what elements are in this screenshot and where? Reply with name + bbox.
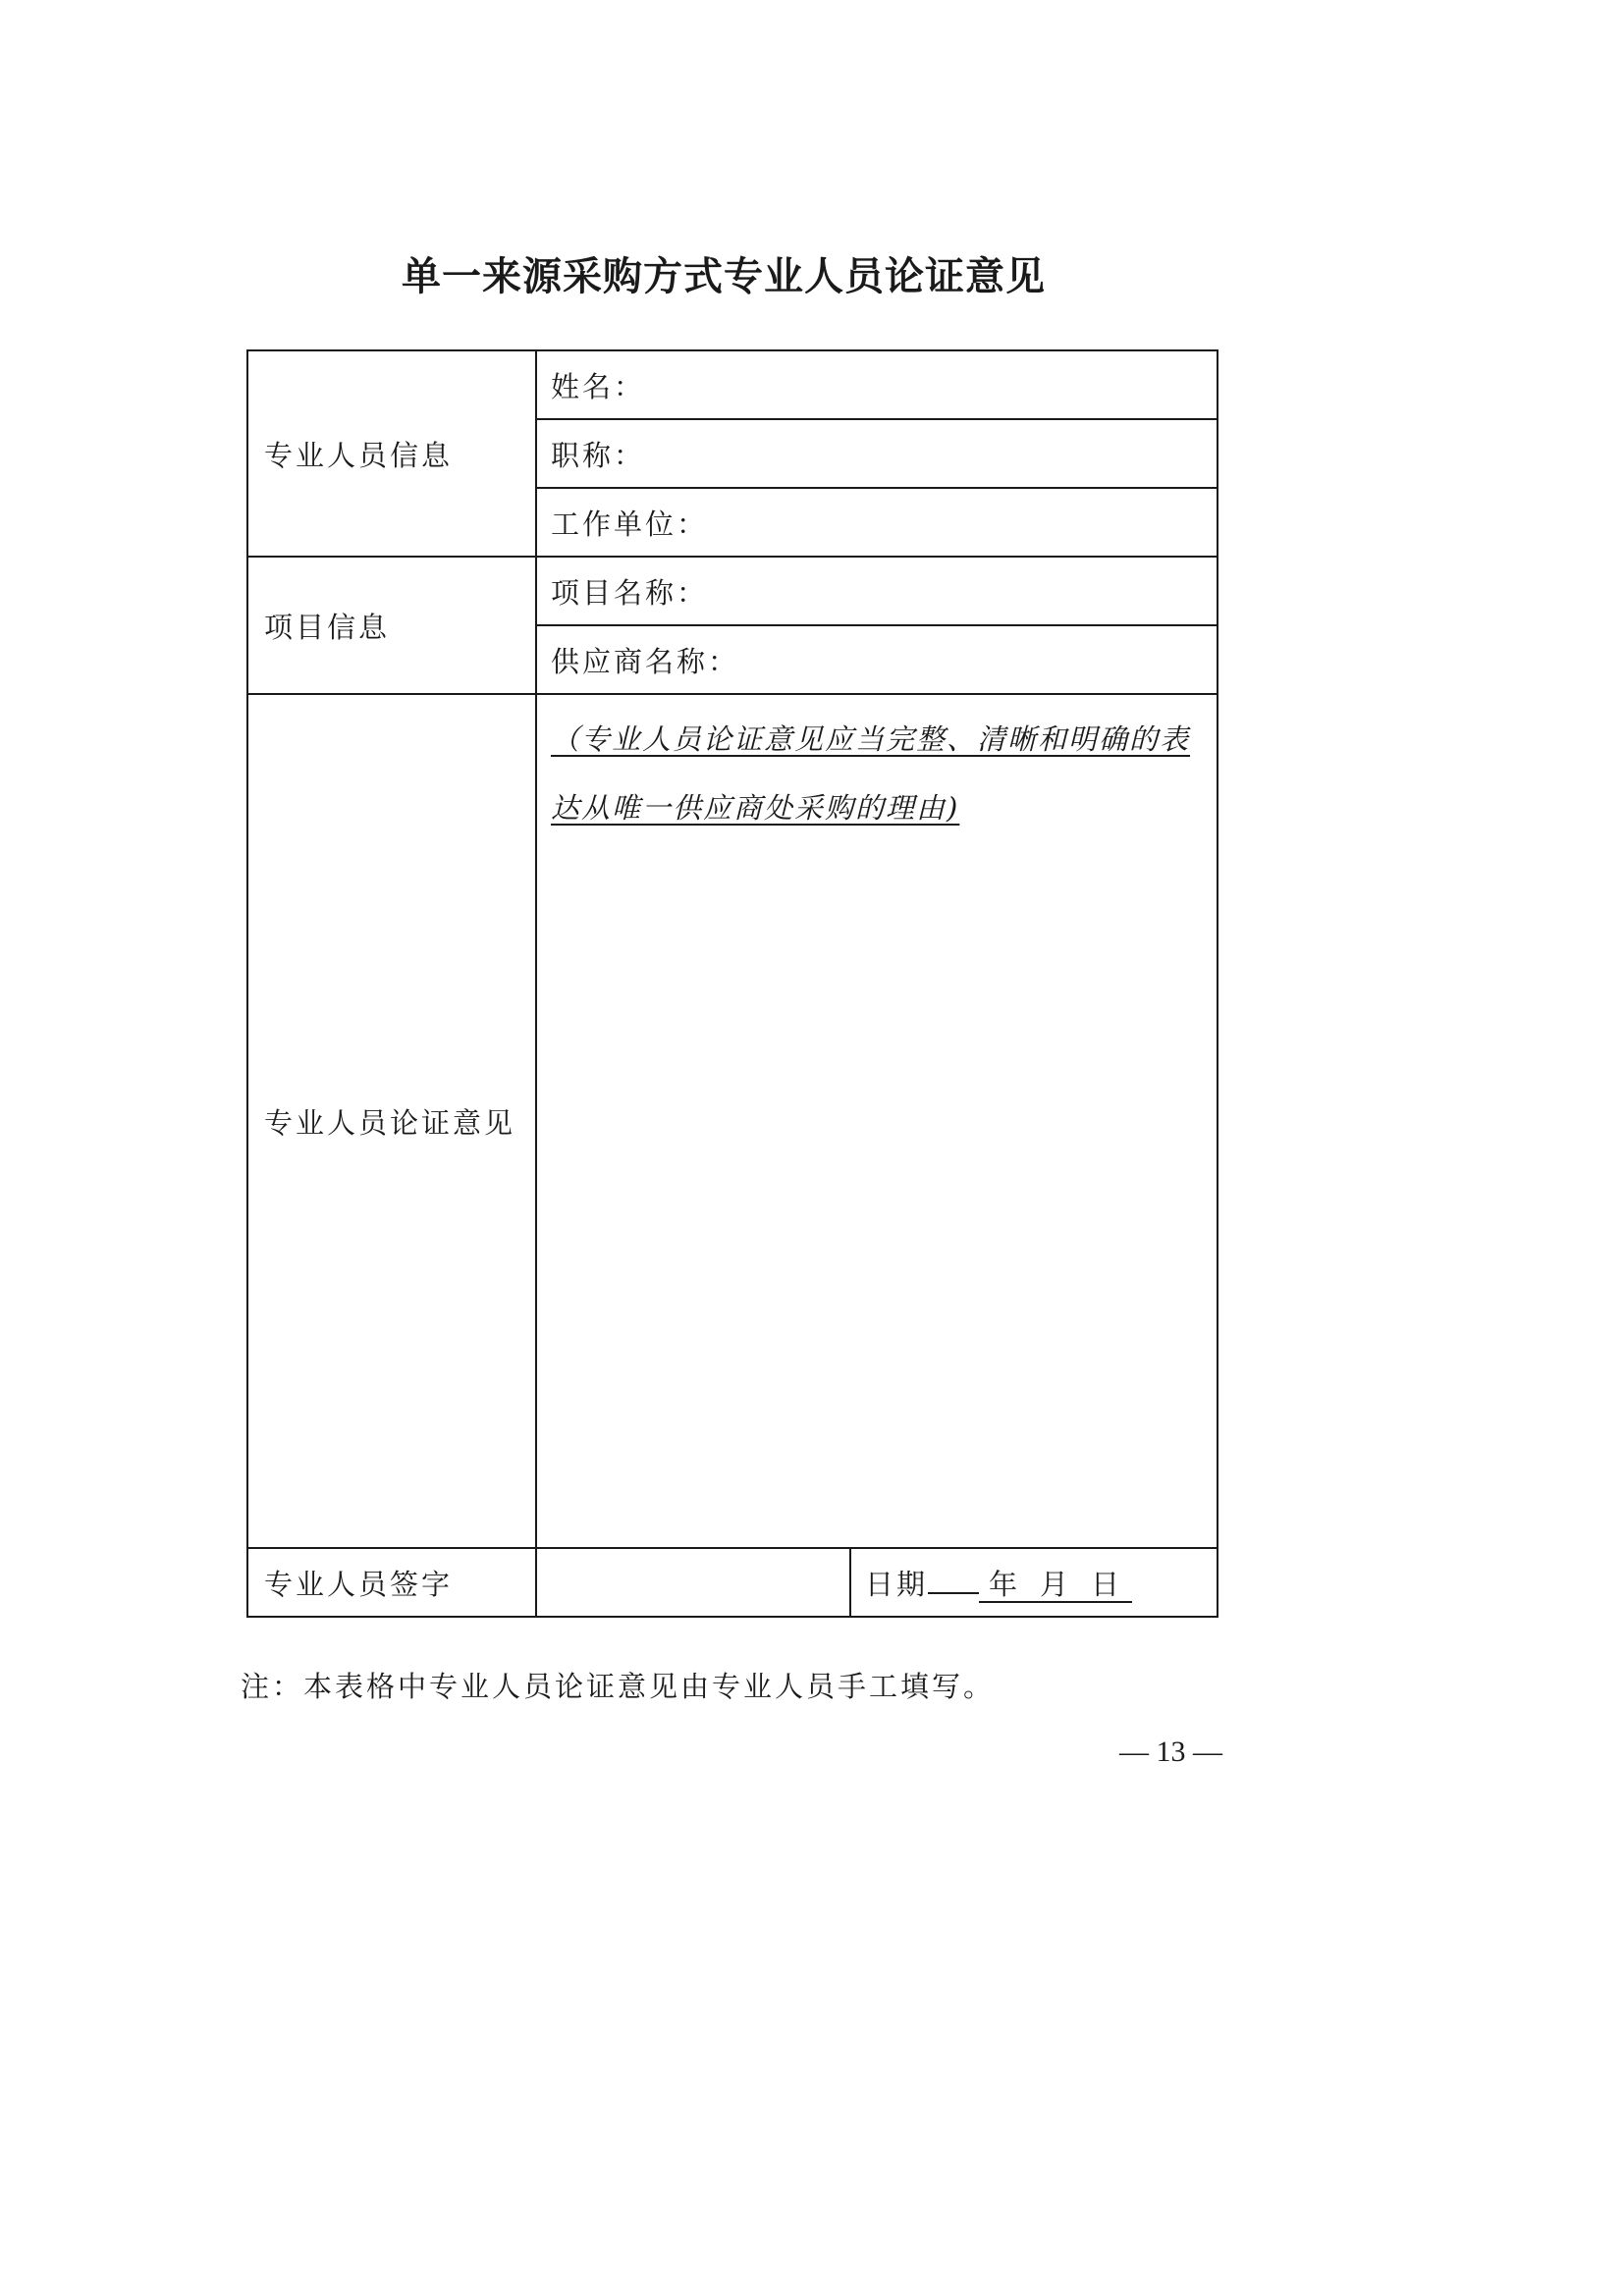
argument-form-table (246, 349, 1218, 1618)
month-label: 月 (1030, 1568, 1081, 1603)
opinion-label: 专业人员论证意见 (247, 694, 536, 1548)
project-name-field[interactable]: 项目名称： (536, 557, 1218, 625)
date-label: 日期 (865, 1567, 929, 1601)
date-field[interactable] (850, 1548, 1218, 1617)
table-row (247, 557, 1218, 625)
project-info-label: 项目信息 (247, 557, 536, 694)
day-label: 日 (1081, 1568, 1132, 1603)
page-number: — 13 — (1119, 1735, 1222, 1768)
signature-field[interactable] (536, 1548, 850, 1617)
signature-label: 专业人员签字 (247, 1548, 536, 1617)
document-title: 单一来源采购方式专业人员论证意见 (402, 254, 1046, 299)
opinion-input-area[interactable] (536, 694, 1218, 1548)
name-field[interactable]: 姓名： (536, 350, 1218, 419)
table-row (247, 694, 1218, 1548)
year-label: 年 (979, 1568, 1030, 1603)
footnote: 注：本表格中专业人员论证意见由专业人员手工填写。 (241, 1670, 996, 1703)
opinion-instruction: （专业人员论证意见应当完整、清晰和明确的表达从唯一供应商处采购的理由) (551, 722, 1191, 825)
supplier-name-field[interactable]: 供应商名称： (536, 625, 1218, 694)
table-row (247, 1548, 1218, 1617)
year-blank[interactable] (928, 1571, 979, 1594)
work-unit-field[interactable]: 工作单位： (536, 488, 1218, 557)
personnel-info-label: 专业人员信息 (247, 350, 536, 557)
title-field[interactable]: 职称： (536, 419, 1218, 488)
table-row (247, 350, 1218, 419)
